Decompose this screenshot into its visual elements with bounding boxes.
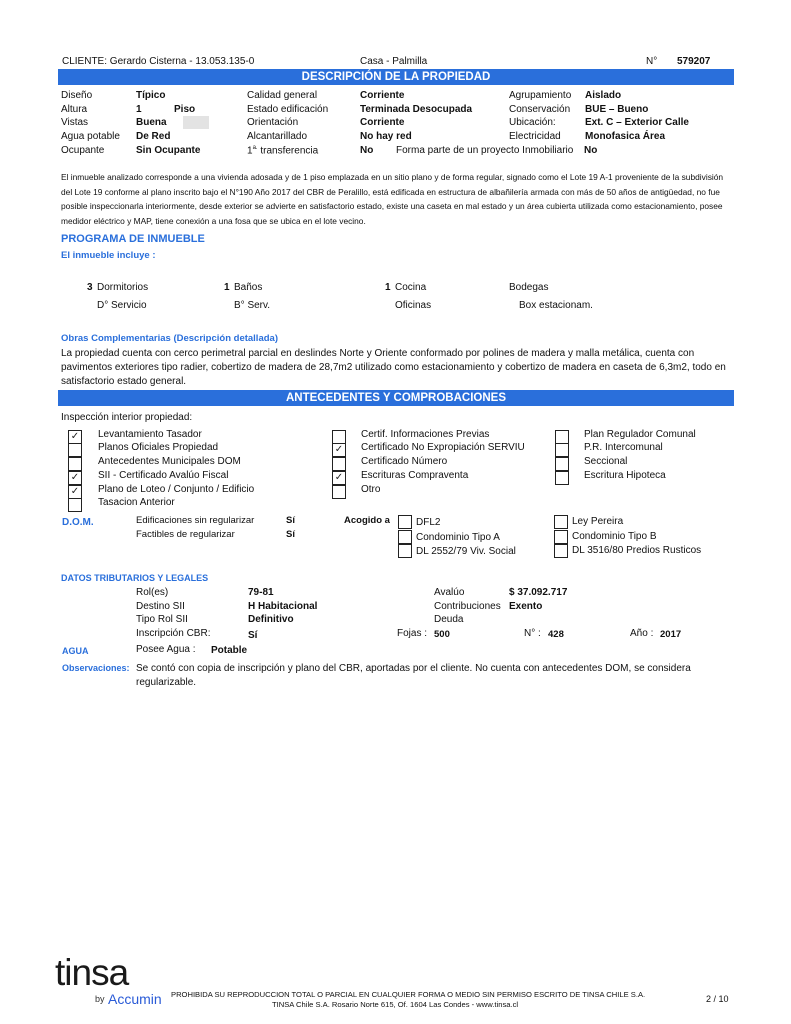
checklist-label: Escritura Hipoteca: [584, 470, 666, 481]
checkbox-unchecked: [398, 515, 412, 529]
inscripcion-label: Inscripción CBR:: [136, 628, 211, 639]
program-item: B° Serv.: [234, 300, 271, 311]
checkbox-unchecked: [398, 544, 412, 558]
desc-label: Agrupamiento: [509, 90, 572, 101]
footer-line2: TINSA Chile S.A. Rosario Norte 615, Of. 1604 Las Condes - www.tinsa.cl: [272, 1000, 519, 1009]
checkbox-checked: ✓: [332, 443, 346, 457]
posee-agua-label: Posee Agua :: [136, 644, 196, 655]
obras-text: La propiedad cuenta con cerco perimetral parcial en deslindes Norte y Oriente conformado por polines de madera y malla metálica, cuenta con pavimentos exteriores tipo radier, cobertizo de madera de 28,7m2 utilizado como estacionamiento y cobertizo de madera en caseta de 6,3m2, todo en satisfactorio estado general.: [61, 348, 726, 387]
desc-value: Sin Ocupante: [136, 145, 201, 156]
observaciones-text: Se contó con copia de inscripción y plano del CBR, aportadas por el cliente. No cuenta con antecedentes DOM, se considera regularizable.: [136, 663, 691, 688]
destino-label: Destino SII: [136, 601, 185, 612]
checkbox-unchecked: [555, 457, 569, 471]
desc-value: No hay red: [360, 131, 412, 142]
checkbox-unchecked: [554, 515, 568, 529]
project-inmobiliario-value: No: [584, 145, 598, 156]
obras-title: Obras Complementarias (Descripción detallada): [61, 333, 278, 344]
section-header-description: DESCRIPCIÓN DE LA PROPIEDAD: [58, 69, 734, 85]
inscripcion-value: Sí: [248, 630, 258, 641]
section-header-antecedentes: ANTECEDENTES Y COMPROBACIONES: [58, 390, 734, 406]
dom-option: Condominio Tipo A: [416, 532, 500, 543]
desc-label: Orientación: [247, 117, 299, 128]
posee-agua-value: Potable: [211, 645, 248, 656]
destino-value: H Habitacional: [248, 601, 318, 612]
dom-option: DFL2: [416, 517, 441, 528]
program-count: 3: [87, 282, 93, 293]
desc-value: Típico: [136, 90, 166, 101]
contribuciones-value: Exento: [509, 601, 543, 612]
checkbox-unchecked: [332, 485, 346, 499]
checkbox-unchecked: [332, 430, 346, 444]
dom-row2-value: Sí: [286, 529, 295, 540]
dom-label: D.O.M.: [62, 517, 94, 528]
dom-option: Condominio Tipo B: [572, 531, 657, 542]
program-item: Baños: [234, 282, 263, 293]
avaluo-label: Avalúo: [434, 587, 465, 598]
page-number: 2 / 10: [706, 994, 729, 1004]
inspection-label: Inspección interior propiedad:: [61, 412, 193, 423]
checkbox-unchecked: [332, 457, 346, 471]
checklist-label: Certificado Número: [361, 456, 448, 467]
footer-line1: PROHIBIDA SU REPRODUCCION TOTAL O PARCIAL EN CUALQUIER FORMA O MEDIO SIN PERMISO ESCRITO DE TINSA CHILE S.A.: [171, 990, 646, 999]
program-count: 1: [224, 282, 230, 293]
desc-label: Calidad general: [247, 90, 318, 101]
desc-value: Buena: [136, 117, 167, 128]
fojas-label: Fojas :: [397, 628, 428, 639]
floor-unit: Piso: [174, 104, 196, 115]
checkbox-unchecked: [68, 443, 82, 457]
deuda-label: Deuda: [434, 614, 464, 625]
first-transfer-value: No: [360, 145, 374, 156]
checklist-label: Otro: [361, 484, 381, 495]
checklist-label: SII - Certificado Avalúo Fiscal: [98, 470, 229, 481]
dom-option: Ley Pereira: [572, 516, 624, 527]
desc-label: Ubicación:: [509, 117, 556, 128]
checkbox-unchecked: [68, 498, 82, 512]
rol-label: Rol(es): [136, 587, 169, 598]
desc-value: Corriente: [360, 117, 405, 128]
checklist-label: Certificado No Expropiación SERVIU: [361, 442, 525, 453]
checklist-label: Seccional: [584, 456, 628, 467]
dom-row1-label: Edificaciones sin regularizar: [136, 515, 255, 526]
accumin-logo: Accumin: [108, 991, 162, 1007]
property-type: Casa - Palmilla: [360, 56, 428, 67]
desc-label: Alcantarillado: [247, 131, 308, 142]
tinsa-logo: tinsa: [55, 952, 129, 993]
logo-by: by: [95, 994, 105, 1004]
desc-value: 1: [136, 104, 142, 115]
redacted-box: [183, 116, 209, 129]
fojas-value: 500: [434, 629, 450, 640]
desc-label: Diseño: [61, 90, 93, 101]
desc-label: Ocupante: [61, 145, 105, 156]
desc-label: Estado edificación: [247, 104, 329, 115]
checkbox-unchecked: [555, 471, 569, 485]
checklist-label: P.R. Intercomunal: [584, 442, 663, 453]
program-item: Oficinas: [395, 300, 432, 311]
desc-value: Aislado: [585, 90, 622, 101]
acogido-label: Acogido a: [344, 515, 390, 526]
desc-label: Electricidad: [509, 131, 561, 142]
checklist-label: Escrituras Compraventa: [361, 470, 469, 481]
desc-value: Corriente: [360, 90, 405, 101]
desc-value: De Red: [136, 131, 171, 142]
checkbox-unchecked: [554, 530, 568, 544]
checkbox-checked: ✓: [68, 430, 82, 444]
project-inmobiliario-label: Forma parte de un proyecto Inmobiliario: [396, 145, 574, 156]
checkbox-unchecked: [398, 530, 412, 544]
program-item: Dormitorios: [97, 282, 149, 293]
tipo-rol-label: Tipo Rol SII: [136, 614, 188, 625]
checklist-label: Certif. Informaciones Previas: [361, 429, 490, 440]
program-item: Box estacionam.: [519, 300, 593, 311]
first-transfer-label: $1^{a.}$ transferencia: [247, 145, 319, 157]
rol-value: 79-81: [248, 587, 274, 598]
desc-value: BUE – Bueno: [585, 104, 649, 115]
checkbox-checked: ✓: [332, 471, 346, 485]
checklist-label: Plan Regulador Comunal: [584, 429, 696, 440]
agua-label: AGUA: [62, 646, 89, 656]
program-item: Cocina: [395, 282, 427, 293]
checkbox-unchecked: [68, 457, 82, 471]
checkbox-checked: ✓: [68, 485, 82, 499]
checkbox-unchecked: [554, 544, 568, 558]
client-label: CLIENTE: Gerardo Cisterna - 13.053.135-0: [62, 56, 255, 67]
checklist-label: Planos Oficiales Propiedad: [98, 442, 219, 453]
tributarios-title: DATOS TRIBUTARIOS Y LEGALES: [61, 573, 209, 583]
client-name: Gerardo Cisterna - 13.053.135-0: [109, 56, 255, 67]
checkbox-unchecked: [555, 430, 569, 444]
desc-label: Altura: [61, 104, 88, 115]
tipo-rol-value: Definitivo: [248, 614, 294, 625]
dom-row1-value: Sí: [286, 515, 295, 526]
description-paragraph: El inmueble analizado corresponde a una vivienda adosada y de 1 piso emplazada en un sitio plano y de forma regular, signado como el Lote 19 A-1 proveniente de la subdivisión del Lote 19 conforme al plano inscrito bajo el N°190 Año 2017 del CBR de Peralillo, está edificada en estructura de albañilería armada con más de 50 años de antigüedad, no fue posible inspeccionarla interiormente, desde exterior se advierte en satisfactorio estado, existe una caseta en mal estado y un área cubierta utilizada como estacionamiento, posee medidor eléctrico y MAP, tiene conexión a una fosa que se ubica en el lote vecino.: [61, 172, 724, 226]
program-title: PROGRAMA DE INMUEBLE: [61, 233, 205, 245]
program-subtitle: El inmueble incluye :: [61, 250, 156, 261]
numero-value: 428: [548, 629, 564, 640]
desc-label: Agua potable: [61, 131, 120, 142]
program-count: 1: [385, 282, 391, 293]
desc-label: Vistas: [61, 117, 89, 128]
checklist-label: Antecedentes Municipales DOM: [98, 456, 241, 467]
checklist-label: Tasacion Anterior: [98, 497, 175, 508]
dom-row2-label: Factibles de regularizar: [136, 529, 235, 540]
observaciones-label: Observaciones:: [62, 663, 130, 673]
desc-value: Ext. C – Exterior Calle: [585, 117, 689, 128]
program-item: Bodegas: [509, 282, 549, 293]
numero-label: N° :: [524, 628, 541, 639]
anio-label: Año :: [630, 628, 654, 639]
report-number: 579207: [677, 56, 711, 67]
dom-option: DL 3516/80 Predios Rusticos: [572, 545, 702, 556]
anio-value: 2017: [660, 629, 682, 640]
desc-value: Terminada Desocupada: [360, 104, 473, 115]
checklist-label: Plano de Loteo / Conjunto / Edificio: [98, 484, 255, 495]
dom-option: DL 2552/79 Viv. Social: [416, 546, 516, 557]
number-label: N°: [646, 56, 658, 67]
checkbox-unchecked: [555, 443, 569, 457]
avaluo-value: $ 37.092.717: [509, 587, 568, 598]
checklist-label: Levantamiento Tasador: [98, 429, 202, 440]
program-item: D° Servicio: [97, 300, 147, 311]
desc-value: Monofasica Área: [585, 131, 666, 142]
checkbox-checked: ✓: [68, 471, 82, 485]
desc-label: Conservación: [509, 104, 571, 115]
contribuciones-label: Contribuciones: [434, 601, 501, 612]
